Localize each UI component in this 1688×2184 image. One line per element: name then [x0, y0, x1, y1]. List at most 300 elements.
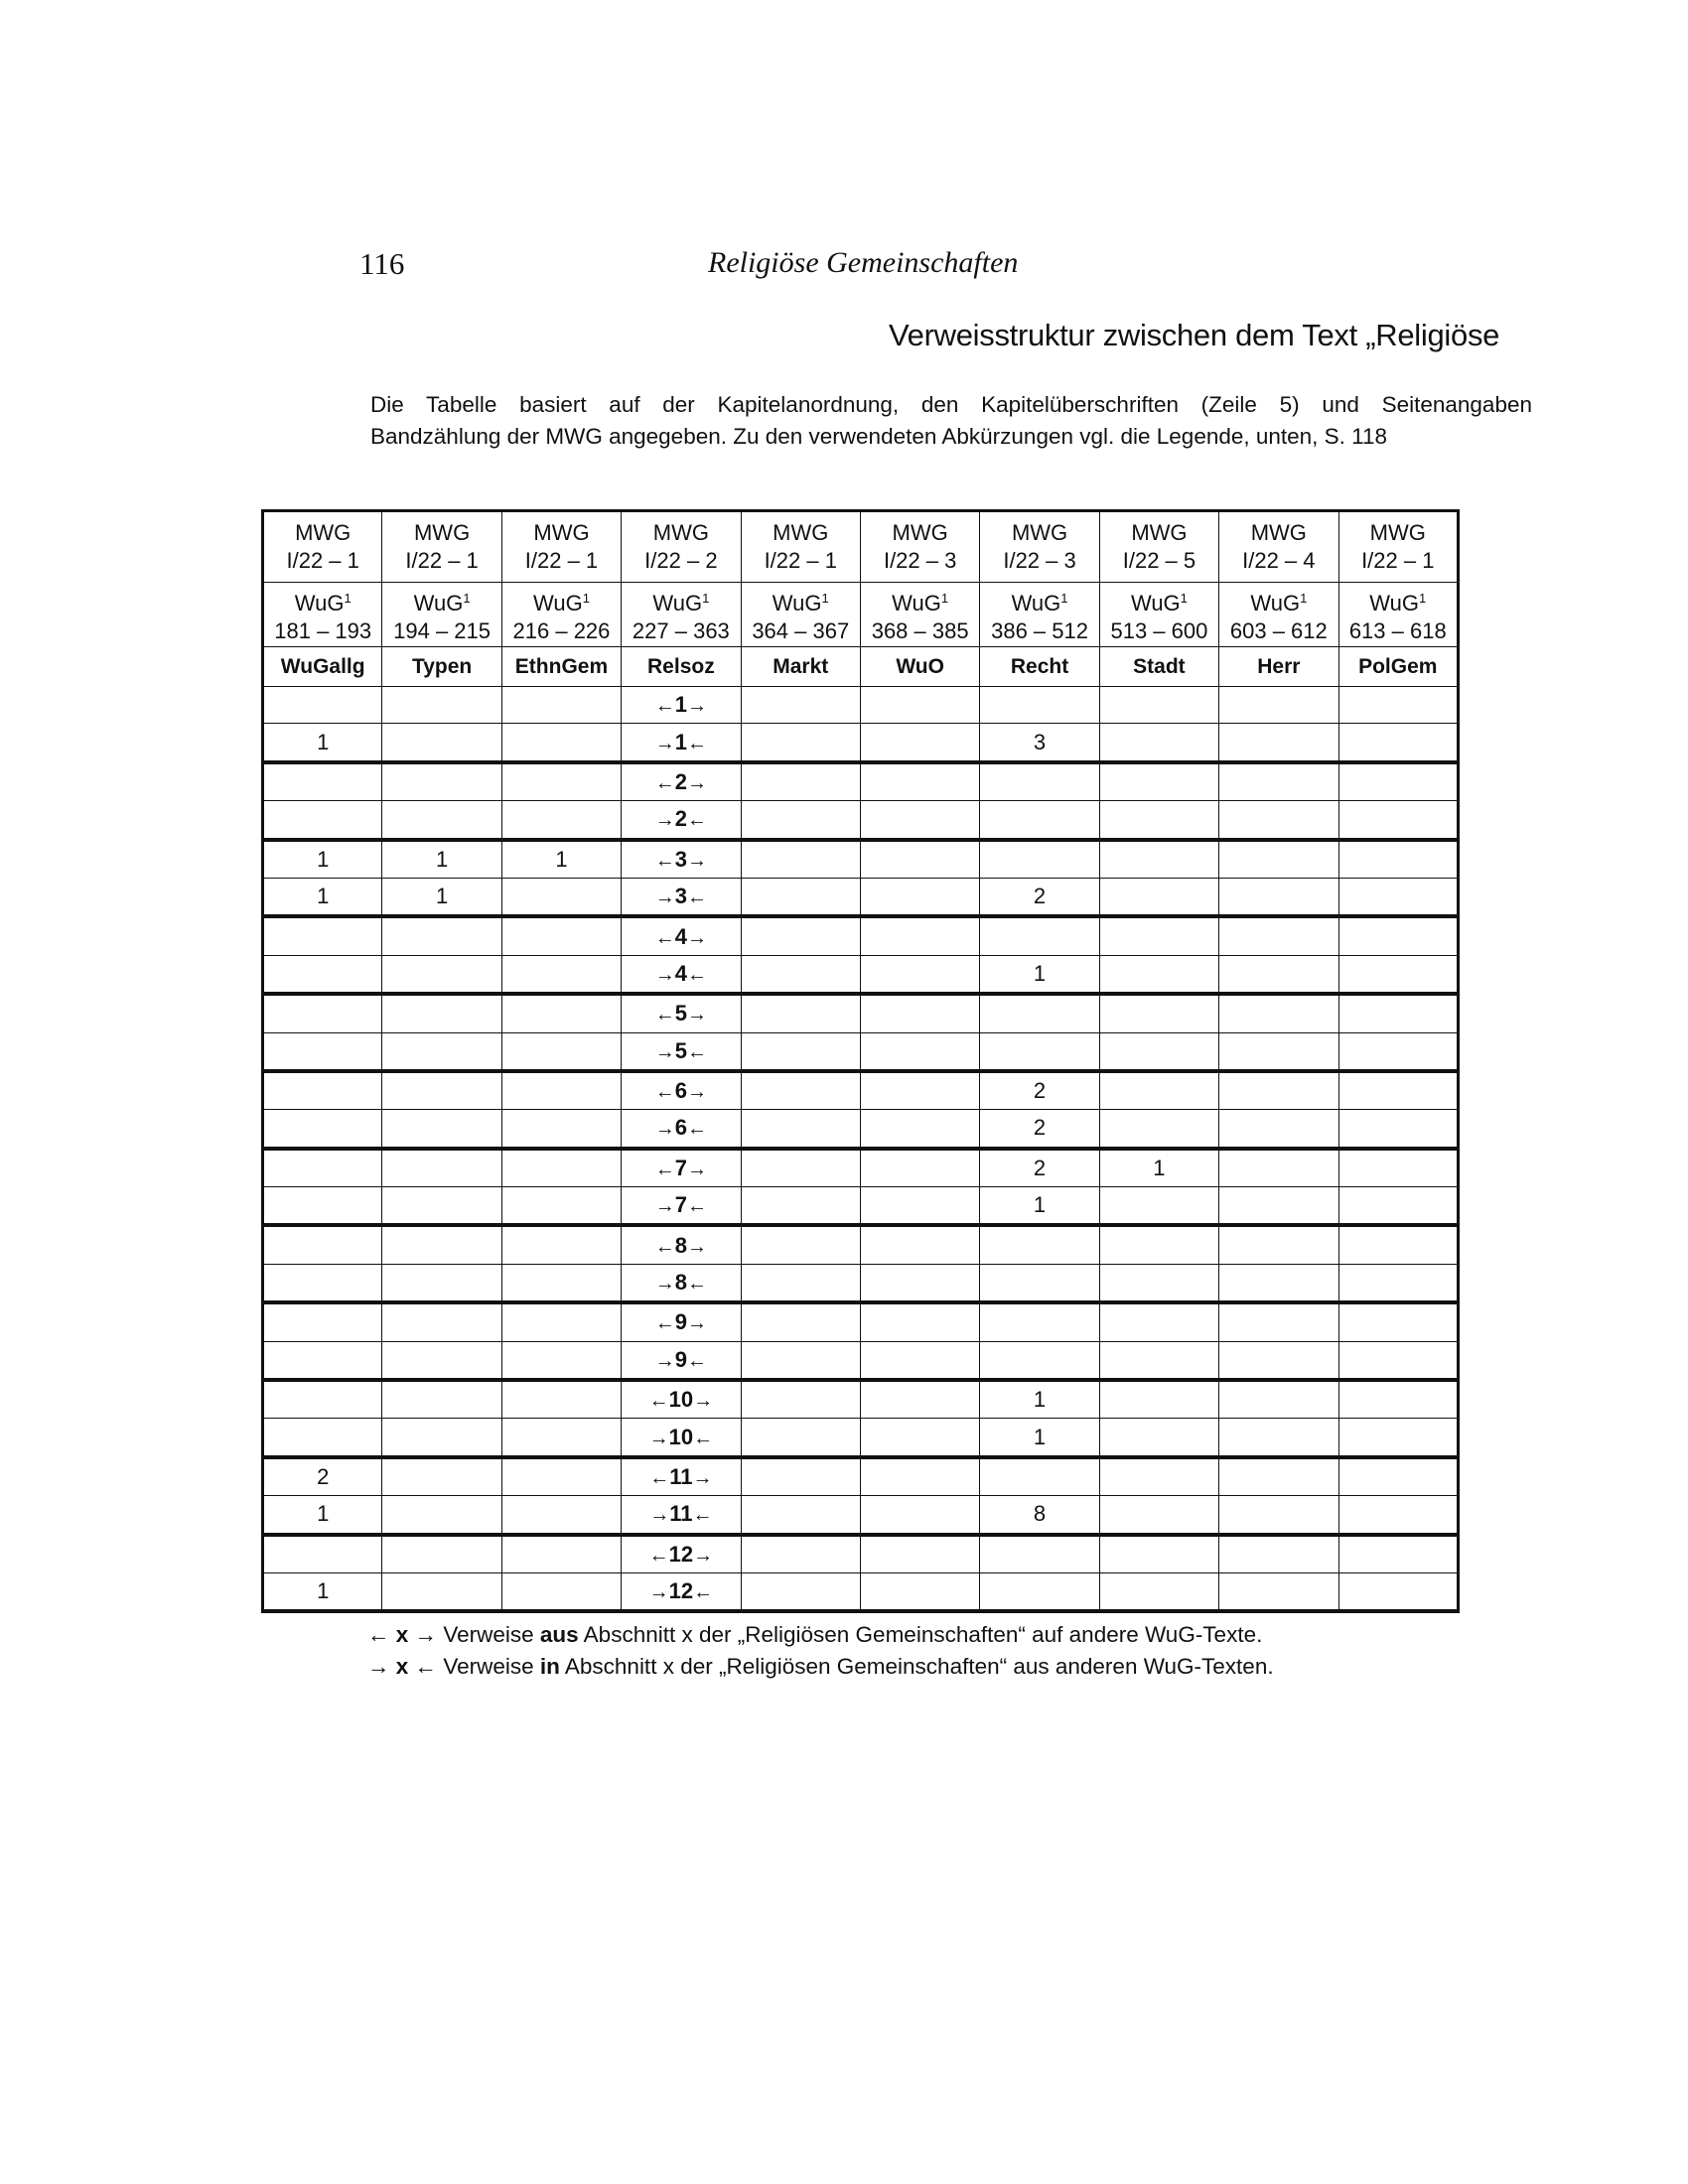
count-cell: 1	[980, 955, 1099, 994]
arrow-icon: →	[686, 926, 707, 949]
header-cell-wug	[1338, 583, 1458, 647]
wug-label: WuG	[892, 590, 941, 615]
header-cell-wug	[980, 583, 1099, 647]
count-cell	[860, 1032, 979, 1071]
count-cell	[741, 1071, 860, 1110]
count-cell	[1219, 1341, 1338, 1380]
header-cell-abbr: EthnGem	[501, 647, 621, 687]
count-cell: 2	[980, 1110, 1099, 1149]
header-cell-abbr: Herr	[1219, 647, 1338, 687]
arrow-icon: ←	[649, 1467, 670, 1489]
count-cell	[382, 1419, 501, 1457]
count-cell: 2	[980, 878, 1099, 916]
running-head: Religiöse Gemeinschaften	[708, 246, 1019, 279]
mwg-volume: I/22 – 1	[764, 548, 837, 573]
mwg-volume: I/22 – 1	[524, 548, 599, 573]
count-cell	[382, 1264, 501, 1302]
count-cell	[860, 916, 979, 955]
count-cell	[860, 878, 979, 916]
wug-pages: 613 – 618	[1348, 617, 1447, 643]
wug-edition-sup: 1	[940, 590, 949, 606]
count-cell	[980, 762, 1099, 801]
wug-edition-sup: 1	[821, 590, 829, 606]
legend	[367, 1619, 1274, 1683]
count-cell	[1219, 1264, 1338, 1302]
count-cell	[980, 1535, 1099, 1573]
table-row	[263, 1149, 1459, 1187]
header-cell-mwg	[382, 511, 501, 583]
count-cell	[382, 1225, 501, 1264]
count-cell: 2	[980, 1071, 1099, 1110]
arrow-icon: ←	[693, 1427, 714, 1449]
count-cell	[1219, 762, 1338, 801]
count-cell	[263, 762, 382, 801]
count-cell	[501, 955, 621, 994]
arrow-icon: ←	[686, 887, 707, 909]
wug-label-line	[502, 585, 621, 617]
section-number: 2	[674, 806, 687, 832]
header-cell-mwg	[1219, 511, 1338, 583]
count-cell	[382, 1302, 501, 1341]
count-cell	[860, 1110, 979, 1149]
count-cell	[382, 1572, 501, 1611]
count-cell	[1338, 955, 1458, 994]
count-cell	[1338, 1264, 1458, 1302]
count-cell	[860, 801, 979, 840]
count-cell	[1099, 878, 1218, 916]
count-cell	[1099, 1341, 1218, 1380]
header-cell-abbr: Markt	[741, 647, 860, 687]
table-row	[263, 1110, 1459, 1149]
arrow-icon: →	[686, 771, 707, 794]
table-row	[263, 801, 1459, 840]
count-cell	[382, 762, 501, 801]
wug-edition-sup: 1	[1060, 590, 1068, 606]
arrow-icon: →	[686, 849, 707, 872]
count-cell	[1099, 840, 1218, 879]
section-marker-cell	[622, 1302, 741, 1341]
header-cell-mwg	[1338, 511, 1458, 583]
count-cell	[1219, 1496, 1338, 1535]
section-number: 12	[668, 1541, 694, 1567]
count-cell	[860, 1419, 979, 1457]
count-cell	[1338, 1110, 1458, 1149]
count-cell	[741, 1225, 860, 1264]
table-row	[263, 878, 1459, 916]
count-cell	[860, 1264, 979, 1302]
legend-item	[367, 1651, 1274, 1683]
section-number: 11	[669, 1501, 693, 1527]
mwg-label: MWG	[1011, 520, 1068, 545]
count-cell	[1099, 1535, 1218, 1573]
count-cell	[382, 1457, 501, 1496]
count-cell	[1099, 1302, 1218, 1341]
section-marker-cell	[622, 955, 741, 994]
section-marker-cell	[622, 994, 741, 1032]
count-cell	[501, 1496, 621, 1535]
count-cell	[1099, 724, 1218, 762]
count-cell	[1219, 1149, 1338, 1187]
intro-line: Bandzählung der MWG angegeben. Zu den verwendeten Abkürzungen vgl. die Legende, unten, S. 118	[370, 424, 1388, 449]
count-cell	[1219, 840, 1338, 879]
mwg-label: MWG	[295, 520, 352, 545]
count-cell	[1099, 1419, 1218, 1457]
count-cell	[860, 1302, 979, 1341]
count-cell	[741, 1496, 860, 1535]
wug-label: WuG	[294, 590, 345, 615]
count-cell	[1219, 1225, 1338, 1264]
count-cell	[382, 1535, 501, 1573]
count-cell	[980, 1032, 1099, 1071]
wug-label-line	[1100, 585, 1218, 617]
count-cell	[1099, 955, 1218, 994]
section-marker-cell	[622, 687, 741, 724]
arrow-icon: ←	[692, 1504, 713, 1527]
count-cell	[1219, 916, 1338, 955]
wug-pages: 368 – 385	[871, 617, 969, 643]
count-cell	[1219, 724, 1338, 762]
section-number: 3	[674, 884, 687, 909]
arrow-icon: ←	[367, 1622, 390, 1647]
count-cell	[382, 1380, 501, 1419]
count-cell	[1338, 994, 1458, 1032]
count-cell	[980, 1302, 1099, 1341]
count-cell	[860, 1572, 979, 1611]
count-cell	[860, 1341, 979, 1380]
count-cell	[980, 1341, 1099, 1380]
count-cell	[263, 687, 382, 724]
table-row	[263, 762, 1459, 801]
count-cell	[501, 1264, 621, 1302]
arrow-icon: →	[686, 1158, 707, 1180]
wug-label-line	[1219, 585, 1337, 617]
count-cell	[860, 1149, 979, 1187]
arrow-icon: →	[686, 1081, 707, 1104]
count-cell	[980, 1457, 1099, 1496]
count-cell	[1338, 801, 1458, 840]
count-cell	[501, 801, 621, 840]
count-cell	[263, 955, 382, 994]
arrow-icon: →	[686, 1235, 707, 1258]
wug-label: WuG	[1011, 590, 1061, 615]
arrow-icon: ←	[654, 1312, 675, 1335]
count-cell	[860, 1496, 979, 1535]
legend-text-bold: in	[539, 1654, 560, 1679]
mwg-label: MWG	[1131, 520, 1188, 545]
count-cell	[263, 1535, 382, 1573]
wug-label: WuG	[652, 590, 703, 615]
arrow-icon: ←	[693, 1581, 714, 1604]
count-cell	[741, 840, 860, 879]
count-cell	[1338, 1496, 1458, 1535]
section-number: 9	[674, 1346, 687, 1372]
section-number: 5	[674, 1037, 687, 1063]
arrow-icon: ←	[654, 849, 675, 872]
section-number: 7	[674, 1192, 687, 1218]
count-cell	[741, 1264, 860, 1302]
count-cell	[263, 916, 382, 955]
count-cell	[501, 994, 621, 1032]
count-cell	[501, 724, 621, 762]
wug-label: WuG	[1130, 590, 1181, 615]
mwg-volume: I/22 – 3	[1003, 548, 1076, 573]
legend-x: x	[395, 1654, 409, 1679]
intro-paragraph	[370, 389, 1532, 453]
table-row	[263, 1071, 1459, 1110]
count-cell: 2	[980, 1149, 1099, 1187]
count-cell	[741, 1457, 860, 1496]
section-marker-cell	[622, 1264, 741, 1302]
count-cell	[501, 1535, 621, 1573]
header-cell-abbr: PolGem	[1338, 647, 1458, 687]
wug-pages: 194 – 215	[393, 617, 492, 643]
count-cell	[741, 1302, 860, 1341]
count-cell	[741, 878, 860, 916]
section-number: 1	[674, 692, 687, 718]
header-cell-wug	[741, 583, 860, 647]
table-row	[263, 1341, 1459, 1380]
count-cell	[1219, 1380, 1338, 1419]
wug-label-line	[861, 585, 979, 617]
section-marker-cell	[622, 1225, 741, 1264]
wug-pages: 603 – 612	[1229, 617, 1328, 643]
count-cell	[501, 1071, 621, 1110]
header-cell-abbr: WuO	[860, 647, 979, 687]
count-cell	[382, 1149, 501, 1187]
count-cell	[263, 1419, 382, 1457]
count-cell	[1099, 1496, 1218, 1535]
header-cell-wug	[382, 583, 501, 647]
header-cell-wug	[263, 583, 382, 647]
wug-edition-sup: 1	[463, 590, 471, 606]
count-cell	[1219, 687, 1338, 724]
mwg-label: MWG	[1250, 520, 1307, 545]
wug-edition-sup: 1	[1180, 590, 1188, 606]
count-cell	[382, 724, 501, 762]
count-cell	[501, 1380, 621, 1419]
wug-label: WuG	[1369, 590, 1419, 615]
section-marker-cell	[622, 1110, 741, 1149]
arrow-icon: →	[693, 1544, 714, 1567]
count-cell	[1338, 762, 1458, 801]
count-cell	[860, 994, 979, 1032]
section-marker-cell	[622, 1187, 741, 1226]
header-cell-mwg	[501, 511, 621, 583]
wug-label-line	[742, 585, 860, 617]
count-cell	[741, 1572, 860, 1611]
count-cell: 1	[501, 840, 621, 879]
count-cell	[980, 1264, 1099, 1302]
arrow-icon: ←	[648, 1544, 669, 1567]
section-marker-cell	[622, 762, 741, 801]
count-cell	[501, 1419, 621, 1457]
count-cell: 1	[1099, 1149, 1218, 1187]
table-row	[263, 1264, 1459, 1302]
table-row	[263, 1457, 1459, 1496]
count-cell	[1219, 801, 1338, 840]
count-cell	[263, 1302, 382, 1341]
header-cell-wug	[1099, 583, 1218, 647]
count-cell	[860, 1071, 979, 1110]
count-cell: 1	[382, 840, 501, 879]
arrow-icon: ←	[654, 926, 675, 949]
section-marker-cell	[622, 840, 741, 879]
count-cell: 1	[980, 1419, 1099, 1457]
arrow-icon: →	[367, 1654, 390, 1679]
count-cell	[263, 994, 382, 1032]
arrow-icon: →	[649, 1504, 670, 1527]
header-cell-wug	[1219, 583, 1338, 647]
count-cell	[860, 762, 979, 801]
count-cell	[501, 1110, 621, 1149]
wug-pages: 513 – 600	[1110, 617, 1208, 643]
arrow-icon: ←	[654, 1004, 675, 1026]
count-cell: 1	[382, 878, 501, 916]
wug-pages: 227 – 363	[632, 617, 730, 643]
count-cell	[501, 762, 621, 801]
count-cell	[1338, 1032, 1458, 1071]
section-marker-cell	[622, 1572, 741, 1611]
count-cell	[501, 1032, 621, 1071]
arrow-icon: →	[648, 1581, 669, 1604]
legend-symbol	[367, 1622, 437, 1647]
arrow-icon: ←	[654, 1235, 675, 1258]
count-cell	[860, 724, 979, 762]
count-cell: 1	[263, 878, 382, 916]
count-cell	[1338, 916, 1458, 955]
page-number: 116	[359, 246, 405, 281]
count-cell	[741, 994, 860, 1032]
header-cell-mwg	[622, 511, 741, 583]
count-cell	[980, 840, 1099, 879]
arrow-icon: ←	[414, 1654, 438, 1679]
mwg-volume: I/22 – 1	[1361, 548, 1435, 573]
count-cell	[1219, 878, 1338, 916]
arrow-icon: ←	[686, 1273, 707, 1296]
section-number: 8	[674, 1232, 687, 1258]
count-cell	[263, 1264, 382, 1302]
arrow-icon: ←	[686, 1349, 707, 1372]
count-cell	[382, 1032, 501, 1071]
section-marker-cell	[622, 801, 741, 840]
section-marker-cell	[622, 1032, 741, 1071]
header-cell-abbr: Relsoz	[622, 647, 741, 687]
section-number: 4	[674, 960, 687, 986]
section-number: 10	[668, 1387, 694, 1413]
count-cell	[501, 1225, 621, 1264]
arrow-icon: →	[686, 1312, 707, 1335]
legend-text-pre: Verweise	[443, 1622, 534, 1647]
count-cell	[980, 916, 1099, 955]
count-cell	[263, 1032, 382, 1071]
count-cell	[1219, 1302, 1338, 1341]
section-marker-cell	[622, 1380, 741, 1419]
count-cell	[1099, 994, 1218, 1032]
mwg-label: MWG	[533, 520, 590, 545]
wug-label: WuG	[1250, 590, 1301, 615]
mwg-volume: I/22 – 1	[405, 548, 479, 573]
count-cell	[1099, 1071, 1218, 1110]
count-cell	[1338, 687, 1458, 724]
header-cell-mwg	[860, 511, 979, 583]
legend-text-bold: aus	[539, 1622, 579, 1647]
arrow-icon: →	[654, 1118, 675, 1141]
wug-label-line	[1339, 585, 1457, 617]
count-cell: 1	[263, 840, 382, 879]
table-row	[263, 1496, 1459, 1535]
table-row	[263, 724, 1459, 762]
count-cell	[263, 1225, 382, 1264]
count-cell	[741, 724, 860, 762]
wug-edition-sup: 1	[344, 590, 352, 606]
count-cell	[382, 955, 501, 994]
mwg-label: MWG	[652, 520, 709, 545]
table-row	[263, 955, 1459, 994]
count-cell	[263, 1187, 382, 1226]
section-number: 3	[674, 846, 687, 872]
header-cell-abbr: Recht	[980, 647, 1099, 687]
mwg-label: MWG	[413, 520, 471, 545]
count-cell	[860, 840, 979, 879]
wug-pages: 216 – 226	[512, 617, 611, 643]
table-row	[263, 1302, 1459, 1341]
section-number: 9	[674, 1309, 687, 1335]
count-cell	[1219, 1535, 1338, 1573]
count-cell	[860, 1225, 979, 1264]
section-number: 10	[668, 1424, 694, 1449]
arrow-icon: →	[693, 1390, 714, 1413]
table-row	[263, 1535, 1459, 1573]
count-cell: 8	[980, 1496, 1099, 1535]
count-cell	[1338, 1341, 1458, 1380]
count-cell	[382, 801, 501, 840]
table-row	[263, 840, 1459, 879]
section-number: 7	[674, 1155, 687, 1180]
wug-edition-sup: 1	[702, 590, 710, 606]
count-cell	[382, 1110, 501, 1149]
header-cell-mwg	[980, 511, 1099, 583]
section-number: 4	[674, 923, 687, 949]
count-cell	[1338, 1572, 1458, 1611]
section-number: 8	[674, 1270, 687, 1296]
count-cell	[1219, 994, 1338, 1032]
section-marker-cell	[622, 1496, 741, 1535]
arrow-icon: ←	[686, 809, 707, 832]
count-cell	[1219, 1572, 1338, 1611]
arrow-icon: →	[654, 887, 675, 909]
header-cell-abbr: WuGallg	[263, 647, 382, 687]
count-cell	[1099, 1264, 1218, 1302]
legend-text-pre: Verweise	[443, 1654, 534, 1679]
arrow-icon: →	[654, 1195, 675, 1218]
mwg-volume: I/22 – 1	[286, 548, 359, 573]
arrow-icon: ←	[686, 732, 707, 754]
count-cell	[1099, 1457, 1218, 1496]
arrow-icon: →	[654, 1040, 675, 1063]
section-marker-cell	[622, 916, 741, 955]
count-cell	[1338, 1457, 1458, 1496]
section-marker-cell	[622, 724, 741, 762]
arrow-icon: →	[414, 1622, 438, 1647]
arrow-icon: ←	[686, 1195, 707, 1218]
count-cell	[263, 1071, 382, 1110]
count-cell: 1	[980, 1380, 1099, 1419]
wug-label: WuG	[772, 590, 822, 615]
count-cell	[1099, 762, 1218, 801]
count-cell	[980, 1225, 1099, 1264]
section-marker-cell	[622, 1071, 741, 1110]
mwg-volume: I/22 – 3	[883, 548, 957, 573]
